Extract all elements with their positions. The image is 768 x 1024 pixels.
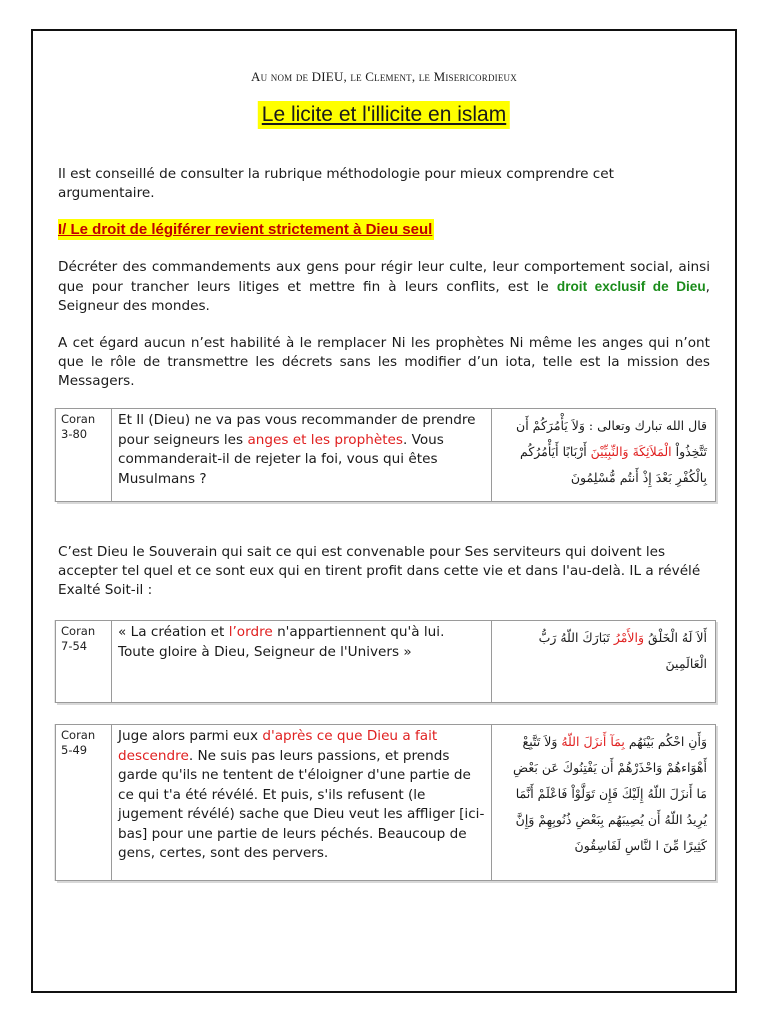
verse-arabic (492, 621, 715, 702)
arabic-text: قال الله تبارك وتعالى : وَلاَ يَأْمُرَكُمْ أَن تَتَّخِذُواْ (516, 418, 707, 459)
translation-text: « La création et (118, 624, 229, 640)
verse-table (55, 408, 716, 502)
intro-paragraph: Il est conseillé de consulter la rubrique méthodologie pour mieux comprendre cet argumentaire. (58, 166, 614, 201)
verse-arabic (492, 409, 715, 501)
arabic-highlight: الْمَلاَئِكَةَ وَالنِّبِيِّيْنَ (590, 444, 672, 459)
translation-highlight: anges et les prophètes (247, 431, 403, 448)
verse-reference: Coran 7-54 (56, 621, 112, 702)
verse-arabic (492, 725, 715, 880)
arabic-text: أَلاَ لَهُ الْخَلْقُ (644, 630, 707, 645)
arabic-text: تَبَارَكَ اللّهُ رَبُّ الْعَالَمِينَ (538, 630, 707, 671)
verse-translation (112, 725, 492, 880)
translation-text: . Vous commanderait-il de rejeter la foi, vous qui êtes Musulmans ? (118, 431, 444, 487)
paragraph-text: , Seigneur des mondes. (58, 279, 710, 314)
highlighted-phrase: droit exclusif de Dieu (556, 279, 706, 294)
verse-table (55, 724, 716, 881)
arabic-text: وَأَنِ احْكُم بَيْنَهُم (624, 734, 707, 749)
arabic-text: وَلاَ تَتَّبِعْ أَهْوَاءهُمْ وَاحْذَرْهُمْ أَن يَفْتِنُوكَ عَن بَعْضِ مَا أَنزَلَ اللّهُ إِلَيْكَ فَإِن تَوَلَّوْاْ فَاعْلَمْ أَنَّمَا يُرِيدُ اللّهُ أَن يُصِيبَهُم بِبَعْضِ ذُنُوبِهِمْ وَإِنَّ كَثِيرًا مِّنَ ا لنَّاسِ لَفَاسِقُونَ (513, 734, 707, 853)
page-title: Le licite et l'illicite en islam (258, 101, 510, 129)
verse-reference: Coran 3-80 (56, 409, 112, 501)
section-heading: I/ Le droit de légiférer revient strictement à Dieu seul (58, 221, 433, 238)
arabic-text: أَرْبَابًا أَيَأْمُرُكُم بِالْكُفْرِ بَعْدَ إِذْ أَنتُم مُّسْلِمُونَ (520, 444, 707, 485)
verse-translation (112, 409, 492, 501)
translation-text: n'appartiennent qu'à lui. Toute gloire à Dieu, Seigneur de l'Univers » (118, 624, 445, 660)
arabic-highlight: بِمَآ أَنزَلَ اللّهُ (561, 734, 625, 749)
section-paragraph-1 (58, 258, 710, 316)
between-paragraph: C’est Dieu le Souverain qui sait ce qui est convenable pour Ses serviteurs qui doivent les accepter tel quel et ce sont eux qui en tirent profit dans cette vie et dans l'au-delà. IL a révélé Exalté Soit-il : (58, 544, 701, 598)
arabic-highlight: وَالأَمْرُ (613, 630, 645, 645)
section-paragraph-2: A cet égard aucun n’est habilité à le remplacer Ni les prophètes Ni même les anges qui n’ont que le rôle de transmettre les décrets sans les modifier d’un iota, telle est la mission des Messagers. (58, 335, 710, 389)
paragraph-text: Décréter des commandements aux gens pour régir leur culte, leur comportement social, ainsi que pour trancher leurs litiges et mettre fin à leurs conflits, est le (58, 259, 710, 295)
verse-table (55, 620, 716, 703)
translation-text: . Ne suis pas leurs passions, et prends garde qu'ils ne tentent de t'éloigner d'une partie de ce qui t'a été révélé. Et puis, s'ils refusent (le jugement révélé) sache que Dieu veut les affliger [ici-bas] pour une partie de leurs péchés. Beaucoup de gens, certes, sont des pervers. (118, 747, 485, 861)
translation-highlight: d'après ce que Dieu a fait descendre (118, 728, 438, 764)
translation-highlight: l’ordre (228, 624, 273, 640)
page-frame (31, 29, 737, 993)
translation-text: Et Il (Dieu) ne va pas vous recommander de prendre pour seigneurs les (118, 412, 476, 448)
verse-translation (112, 621, 492, 702)
verse-reference: Coran 5-49 (56, 725, 112, 880)
basmala-header: Au nom de DIEU, le Clement, le Misericordieux (251, 69, 517, 84)
translation-text: Juge alors parmi eux (118, 728, 263, 744)
